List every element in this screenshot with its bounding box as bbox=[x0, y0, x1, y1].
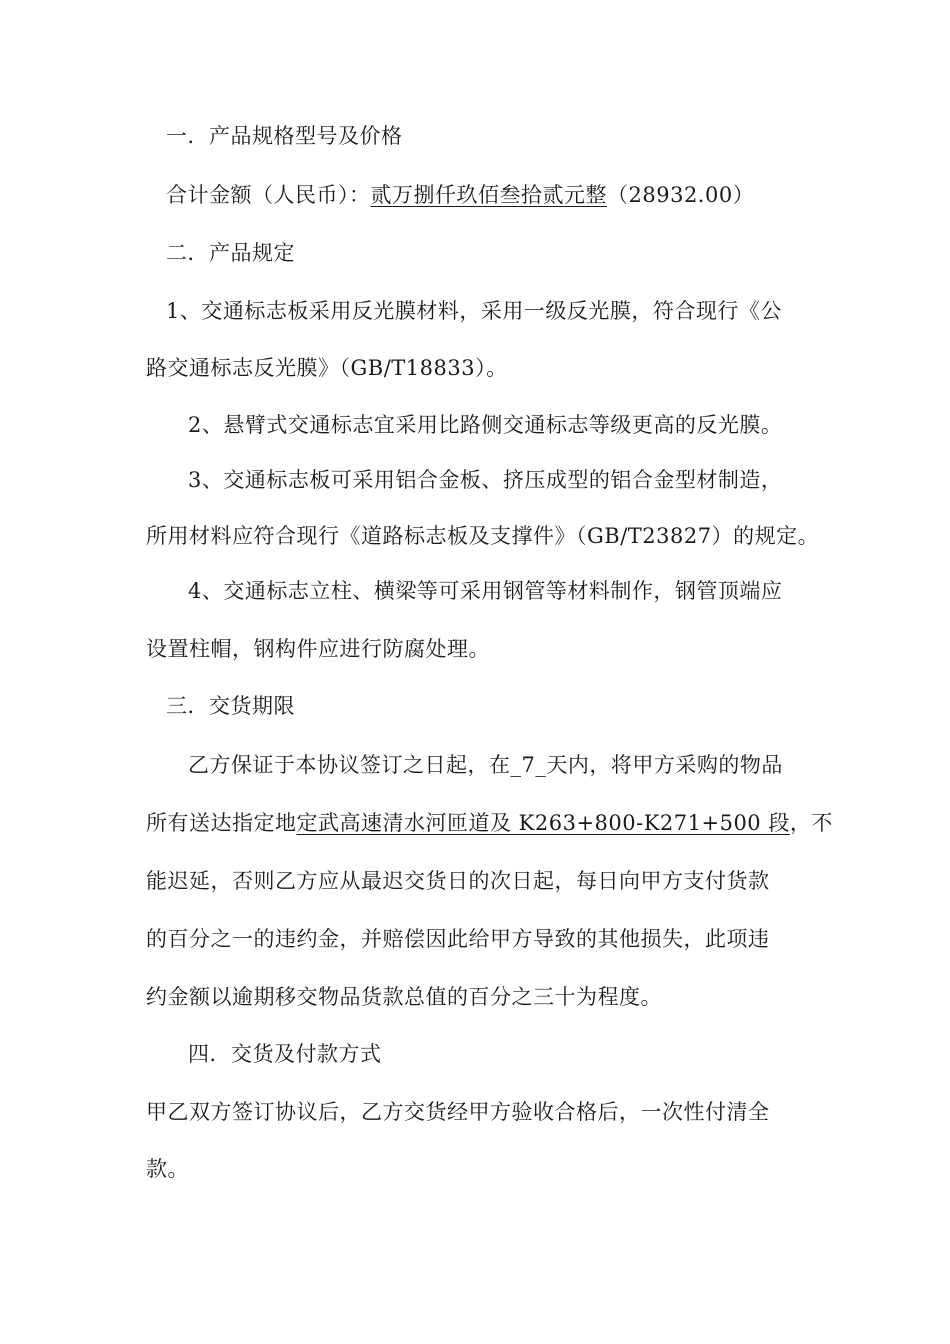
section-4-heading: 四．交货及付款方式 bbox=[188, 1042, 382, 1066]
rule-3-line-2: 所用材料应符合现行《道路标志板及支撑件》（GB/T23827）的规定。 bbox=[146, 524, 820, 548]
section-1-heading: 一．产品规格型号及价格 bbox=[166, 124, 403, 148]
rule-2-line-1: 2、悬臂式交通标志宜采用比路侧交通标志等级更高的反光膜。 bbox=[188, 413, 783, 437]
payment-line-2: 款。 bbox=[146, 1157, 189, 1181]
rule-1-line-2: 路交通标志反光膜》（GB/T18833）。 bbox=[146, 356, 508, 380]
delivery-line-2 bbox=[146, 808, 833, 838]
delivery-place: 定武高速清水河匝道及 K263+800-K271+500 段 bbox=[296, 811, 790, 835]
delivery-line-1: 乙方保证于本协议签订之日起，在_7_天内，将甲方采购的物品 bbox=[188, 753, 783, 777]
rule-1-line-1: 1、交通标志板采用反光膜材料，采用一级反光膜，符合现行《公 bbox=[166, 299, 782, 323]
total-amount-label: 合计金额（人民币）： bbox=[166, 183, 371, 207]
rule-4-line-1: 4、交通标志立柱、横梁等可采用钢管等材料制作，钢管顶端应 bbox=[188, 579, 783, 603]
rule-4-line-2: 设置柱帽，钢构件应进行防腐处理。 bbox=[146, 637, 490, 661]
section-3-heading: 三．交货期限 bbox=[166, 694, 295, 718]
section-2-heading: 二．产品规定 bbox=[166, 241, 295, 265]
delivery-line-2-prefix: 所有送达指定地 bbox=[146, 811, 297, 835]
total-amount-number: （28932.00） bbox=[607, 183, 755, 207]
delivery-line-2-suffix: ，不 bbox=[789, 811, 833, 835]
total-amount-words: 贰万捌仟玖佰叁拾贰元整 bbox=[370, 183, 607, 207]
total-amount-line bbox=[166, 180, 754, 210]
delivery-line-5: 约金额以逾期移交物品货款总值的百分之三十为程度。 bbox=[146, 985, 662, 1009]
delivery-line-3: 能迟延，否则乙方应从最迟交货日的次日起，每日向甲方支付货款 bbox=[146, 869, 770, 893]
rule-3-line-1: 3、交通标志板可采用铝合金板、挤压成型的铝合金型材制造， bbox=[188, 468, 783, 492]
delivery-line-4: 的百分之一的违约金，并赔偿因此给甲方导致的其他损失，此项违 bbox=[146, 927, 770, 951]
payment-line-1: 甲乙双方签订协议后，乙方交货经甲方验收合格后，一次性付清全 bbox=[146, 1100, 770, 1124]
